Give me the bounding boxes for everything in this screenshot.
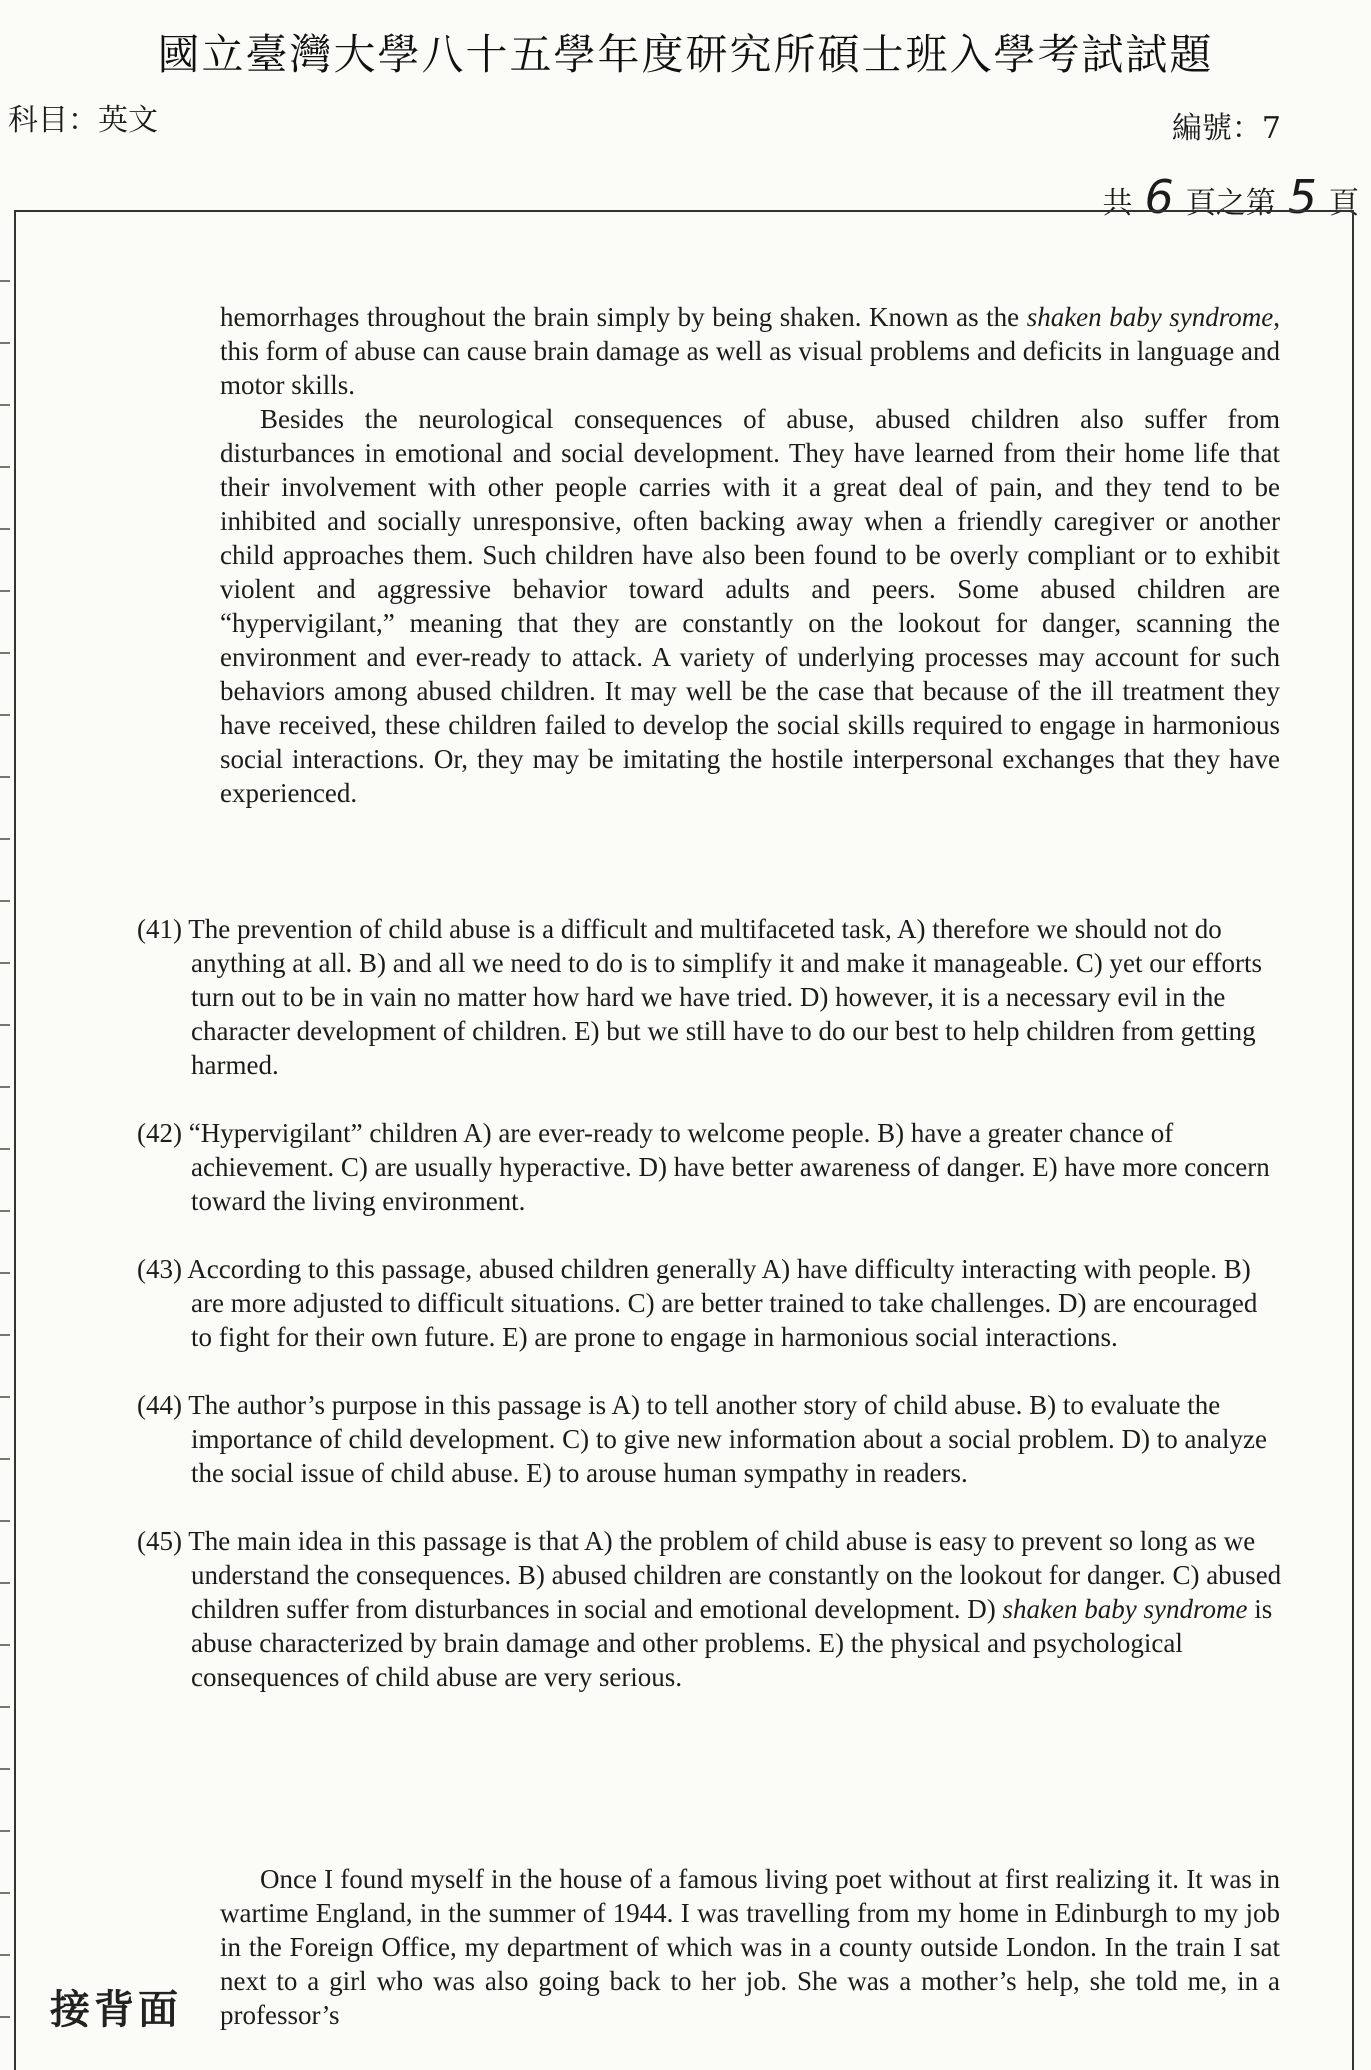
passage-text: , this form of abuse can cause brain damage as well as visual problems and deficits in language and motor skills. [220,302,1280,400]
story-passage [220,1862,1280,2032]
question-42 [137,1116,1282,1218]
turn-over-note: 接背面 [50,1986,182,2033]
question-number: (42) [137,1118,182,1148]
question-43 [137,1252,1282,1354]
question-emphasis: shaken baby syndrome [1002,1594,1248,1624]
pages-current: 5 [1287,170,1317,224]
pages-suffix: 頁 [1329,186,1359,221]
story-paragraph-1: Once I found myself in the house of a famous living poet without at first realizing it. It was in wartime England, in the summer of 1944. I was travelling from my home in Edinburgh to my job in the Foreign Office, my department of which was in a county outside London. In the train I sat next to a girl who was also going back to her job. She was a mother’s help, she told me, in a professor’s [220,1864,1280,2030]
question-45 [137,1524,1282,1694]
question-text: The main idea in this passage is that A) the problem of child abuse is easy to prevent so long as we understand the consequences. B) abused children are constantly on the lookout for danger. C) abused children suffer from disturbances in social and emotional development. D) [188,1526,1282,1624]
question-number: (44) [137,1390,182,1420]
question-41 [137,912,1282,1082]
passage-text: hemorrhages throughout the brain simply by being shaken. Known as the [220,302,1027,332]
pages-total: 6 [1144,170,1174,224]
passage-paragraph-1 [220,300,1280,402]
reading-passage [220,300,1280,810]
question-text: is abuse characterized by brain damage and other problems. E) the physical and psychological consequences of child abuse are very serious. [191,1594,1273,1692]
question-number: (41) [137,914,182,944]
exam-code: 編號：7 [1171,111,1281,146]
question-number: (43) [137,1254,182,1284]
question-text: “Hypervigilant” children A) are ever-ready to welcome people. B) have a greater chance of achievement. C) are usually hyperactive. D) have better awareness of danger. E) have more concern toward the living environment. [188,1118,1270,1216]
question-list [137,912,1282,1728]
passage-paragraph-2: Besides the neurological consequences of abuse, abused children also suffer from disturbances in emotional and social development. They have learned from their home life that their involvement with other people carries with it a great deal of pain, and they tend to be inhibited and socially unresponsive, often backing away when a friendly caregiver or another child approaches them. Such children have also been found to be overly compliant or to exhibit violent and aggressive behavior toward adults and peers. Some abused children are “hypervigilant,” meaning that they are constantly on the lookout for danger, scanning the environment and ever-ready to attack. A variety of underlying processes may account for such behaviors among abused children. It may well be the case that because of the ill treatment they have received, these children failed to develop the social skills required to engage in harmonious social interactions. Or, they may be imitating the hostile interpersonal exchanges that they have experienced. [220,404,1280,808]
passage-emphasis: shaken baby syndrome [1026,302,1274,332]
exam-title: 國立臺灣大學八十五學年度研究所碩士班入學考試試題 [157,30,1214,79]
margin-ticks [0,220,10,2050]
question-text: According to this passage, abused children generally A) have difficulty interacting with people. B) are more adjusted to difficult situations. C) are better trained to take challenges. D) are encouraged to fight for their own future. E) are prone to engage in harmonious social interactions. [187,1254,1258,1352]
pages-prefix: 共 [1102,186,1133,221]
pages-mid: 頁之第 [1185,186,1276,221]
question-text: The author’s purpose in this passage is A) to tell another story of child abuse. B) to evaluate the importance of child development. C) to give new information about a social problem. D) to analyze the social issue of child abuse. E) to arouse human sympathy in readers. [188,1390,1267,1488]
question-44 [137,1388,1282,1490]
subject-label: 科目：英文 [8,103,158,138]
question-text: The prevention of child abuse is a difficult and multifaceted task, A) therefore we should not do anything at all. B) and all we need to do is to simplify it and make it manageable. C) yet our efforts turn out to be in vain no matter how hard we have tried. D) however, it is a necessary evil in the character development of children. E) but we still have to do our best to help children from getting harmed. [188,914,1262,1080]
question-number: (45) [137,1526,182,1556]
